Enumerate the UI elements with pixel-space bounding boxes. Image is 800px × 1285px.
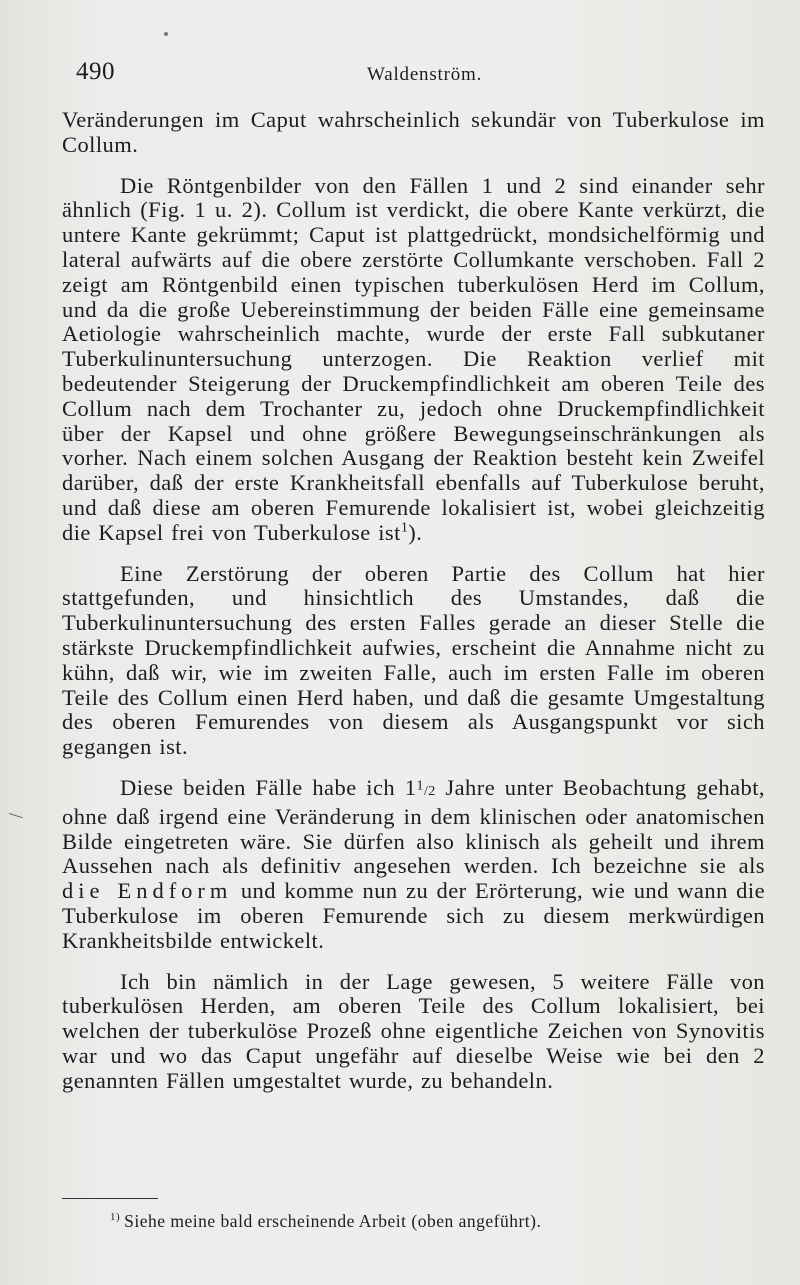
fraction <box>416 778 436 799</box>
footnote-mark: 1) <box>110 1211 121 1224</box>
fraction-numerator: 1 <box>416 778 424 794</box>
margin-mark <box>7 813 22 824</box>
paragraph-4 <box>62 776 765 954</box>
paragraph-3: Eine Zerstörung der oberen Partie des Collum hat hier stattgefunden, und hinsichtlich des Umstandes, daß die Tuberkulinuntersuchung des ersten Falles gerade an dieser Stelle die stärkste Druckempfindlichkeit aufwies, erscheint die Annahme nicht zu kühn, daß wir, wie im zweiten Falle, auch im ersten Falle im oberen Teile des Collum einen Herd haben, und daß die gesamte Umgestaltung des oberen Femurendes von diesem als Ausgangspunkt vor sich gegangen ist. <box>62 560 765 760</box>
footnote-text: Siehe meine bald erscheinende Arbeit (oben angeführt). <box>124 1211 542 1231</box>
paragraph-4-text-b: Jahre unter Beobachtung gehabt, ohne daß irgend eine Veränderung in dem klinischen oder anatomischen Bilde eingetreten wäre. Sie dürfen also klinisch als geheilt und ihrem Aussehen nach als definitiv angesehen werden. Ich bezeichne sie als <box>62 774 765 879</box>
paragraph-1: Veränderungen im Caput wahrscheinlich sekundär von Tuberkulose im Collum. <box>62 107 765 157</box>
paragraph-2-end: ). <box>408 519 423 545</box>
dust-speck <box>164 32 168 36</box>
running-head: Waldenström. <box>367 64 483 85</box>
page-header <box>76 58 766 88</box>
paragraph-4-text-a: Diese beiden Fälle habe ich 1 <box>120 774 417 800</box>
spaced-term: die Endform <box>62 878 233 904</box>
paragraph-5: Ich bin nämlich in der Lage gewesen, 5 weitere Fälle von tuberkulösen Herden, am oberen Teile des Collum lokalisiert, bei welchen der tuberkulöse Prozeß ohne eigentliche Zeichen von Synovitis war und wo das Caput ungefähr auf dieselbe Weise wie bei den 2 genannten Fällen umgestaltet wurde, zu behandeln. <box>62 968 765 1093</box>
paragraph-2-text: Die Röntgenbilder von den Fällen 1 und 2 sind einander sehr ähnlich (Fig. 1 u. 2). Collum ist verdickt, die obere Kante verkürzt, die untere Kante gekrümmt; Caput ist plattgedrückt, mondsichelförmig und lateral aufwärts auf die obere zerstörte Collumkante verschoben. Fall 2 zeigt am Röntgenbild einen typischen tuberkulösen Herd im Collum, und da die große Uebereinstimmung der beiden Fälle eine gemeinsame Aetiologie wahrscheinlich machte, wurde der erste Fall subkutaner Tuberkulinuntersuchung unterzogen. Die Reaktion verlief mit bedeutender Steigerung der Druckempfindlichkeit am oberen Teile des Collum nach dem Trochanter zu, jedoch ohne Druckempfindlichkeit über der Kapsel und ohne größere Bewegungseinschränkungen als vorher. Nach einem solchen Ausgang der Reaktion besteht kein Zweifel darüber, daß der erste Krankheitsfall ebenfalls auf Tuberkulose beruht, und daß diese am oberen Femurende lokalisiert ist, wobei gleichzeitig die Kapsel frei von Tuberkulose ist <box>62 172 765 545</box>
body-text <box>62 108 765 1109</box>
footnote <box>110 1211 730 1232</box>
footnote-reference: 1 <box>400 520 409 536</box>
fraction-denominator: /2 <box>423 783 436 799</box>
footnote-rule <box>62 1198 158 1199</box>
paragraph-2 <box>62 174 765 546</box>
page-number: 490 <box>76 58 115 85</box>
paragraph-4-text-c: und komme nun zu der Erörterung, wie und wann die Tuberkulose im oberen Femurende sich zu diesem merkwürdigen Krankheitsbilde entwickelt. <box>62 878 766 953</box>
